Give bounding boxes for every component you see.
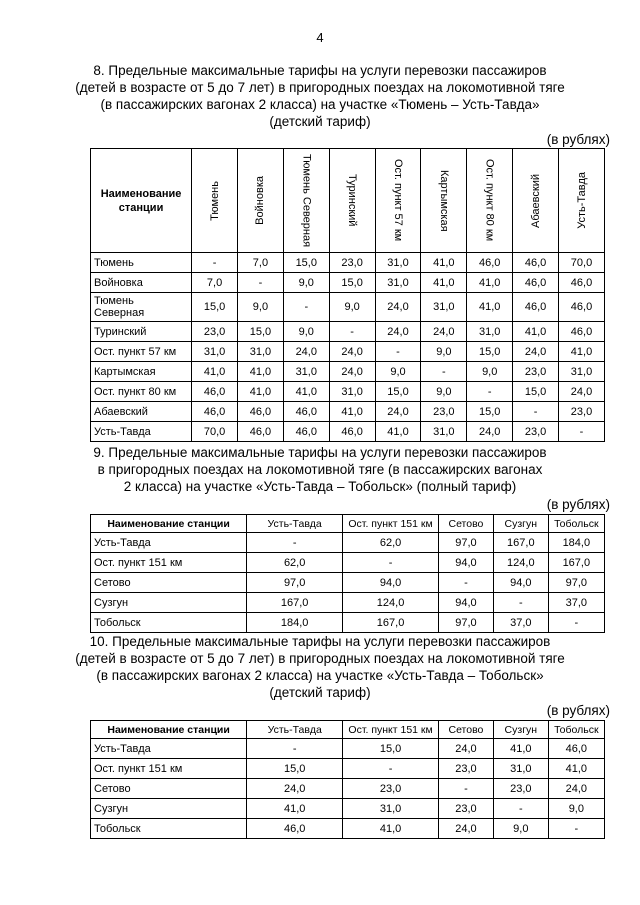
table-row [91, 382, 605, 402]
tariff-cell: 167,0 [548, 553, 604, 573]
section10-title [60, 633, 580, 701]
tariff-cell: 62,0 [247, 553, 343, 573]
tariff-cell: 24,0 [375, 322, 421, 342]
title-line: (в пассажирских вагонах 2 класса) на участке «Тюмень – Усть-Тавда» [100, 97, 540, 112]
tariff-cell: 167,0 [247, 593, 343, 613]
row-station-name: Сетово [91, 573, 247, 593]
tariff-cell: 46,0 [283, 422, 329, 442]
tariff-cell: 46,0 [467, 253, 513, 273]
tariff-cell: - [548, 613, 604, 633]
column-header: Тобольск [548, 721, 604, 739]
tariff-cell: 24,0 [438, 819, 493, 839]
tariff-cell: 31,0 [421, 293, 467, 322]
tariff-cell: 62,0 [343, 533, 439, 553]
tariff-cell: 31,0 [493, 759, 548, 779]
table-row [91, 739, 605, 759]
header-line: станции [118, 201, 164, 214]
row-station-name: Ост. пункт 151 км [91, 759, 247, 779]
row-station-name [91, 293, 192, 322]
column-header-label: Ост. пункт 80 км [483, 159, 496, 242]
row-station-name [91, 273, 192, 293]
table-row [91, 759, 605, 779]
tariff-cell: 31,0 [467, 322, 513, 342]
tariff-cell: 46,0 [559, 322, 605, 342]
tariff-cell: 41,0 [559, 342, 605, 362]
row-station-name [91, 342, 192, 362]
tariff-cell: - [375, 342, 421, 362]
table-row [91, 342, 605, 362]
column-header [513, 149, 559, 253]
tariff-cell: 41,0 [421, 253, 467, 273]
name-line: Ост. пункт 80 км [94, 385, 177, 398]
column-header-label: Усть-Тавда [575, 172, 588, 229]
tariff-cell: - [329, 322, 375, 342]
table-row [91, 613, 605, 633]
column-header [283, 149, 329, 253]
tariff-cell: 46,0 [283, 402, 329, 422]
title-line: 10. Предельные максимальные тарифы на услуги перевозки пассажиров [89, 634, 551, 649]
tariff-cell: 23,0 [438, 759, 493, 779]
column-header-label: Ост. пункт 57 км [391, 159, 404, 242]
tariff-cell: 24,0 [513, 342, 559, 362]
column-header [375, 149, 421, 253]
table-row [91, 322, 605, 342]
tariff-cell: 15,0 [467, 402, 513, 422]
column-header-label: Туринский [346, 174, 359, 227]
tariff-cell: 9,0 [421, 382, 467, 402]
table-row [91, 422, 605, 442]
tariff-cell: 46,0 [247, 819, 343, 839]
tariff-cell: 15,0 [283, 253, 329, 273]
tariff-cell: 46,0 [559, 273, 605, 293]
tariff-cell: 9,0 [548, 799, 604, 819]
tariff-cell: - [247, 533, 343, 553]
tariff-cell: 94,0 [493, 573, 548, 593]
table-row [91, 362, 605, 382]
tariff-cell: 24,0 [421, 322, 467, 342]
tariff-cell: 24,0 [375, 402, 421, 422]
column-header [559, 149, 605, 253]
name-line: Северная [94, 307, 145, 319]
tariff-cell: 24,0 [329, 362, 375, 382]
name-line: Абаевский [94, 405, 148, 418]
tariff-cell: 23,0 [513, 422, 559, 442]
title-line: 2 класса) на участке «Усть-Тавда – Тобольск» (полный тариф) [123, 479, 517, 494]
tariff-cell: 70,0 [192, 422, 238, 442]
row-station-name: Сузгун [91, 593, 247, 613]
tariff-cell: 97,0 [548, 573, 604, 593]
title-line: (детей в возрасте от 5 до 7 лет) в пригородных поездах на локомотивной тяге [75, 651, 565, 666]
tariff-cell: 9,0 [283, 322, 329, 342]
tariff-cell: 97,0 [438, 613, 493, 633]
row-station-name: Усть-Тавда [91, 739, 247, 759]
row-station-name: Тобольск [91, 613, 247, 633]
tariff-cell: 41,0 [467, 273, 513, 293]
tariff-cell: 15,0 [343, 739, 439, 759]
row-station-name [91, 253, 192, 273]
tariff-cell: - [559, 422, 605, 442]
column-header: Сузгун [493, 515, 548, 533]
row-station-name [91, 362, 192, 382]
tariff-cell: 46,0 [513, 293, 559, 322]
tariff-cell: 41,0 [375, 422, 421, 442]
tariff-cell: 9,0 [421, 342, 467, 362]
tariff-cell: 46,0 [237, 422, 283, 442]
column-header: Сетово [438, 515, 493, 533]
table-row [91, 819, 605, 839]
section9-title [60, 444, 580, 495]
tariff-cell: 15,0 [247, 759, 343, 779]
row-station-name [91, 422, 192, 442]
tariff-cell: 23,0 [343, 779, 439, 799]
table-row [91, 553, 605, 573]
row-station-name [91, 402, 192, 422]
tariff-cell: 46,0 [237, 402, 283, 422]
tariff-cell: 24,0 [548, 779, 604, 799]
tariff-cell: 31,0 [237, 342, 283, 362]
tariff-cell: 31,0 [343, 799, 439, 819]
column-header [467, 149, 513, 253]
tariff-cell: 94,0 [438, 593, 493, 613]
name-line: Тюмень [94, 295, 134, 307]
column-header-label: Картымская [437, 169, 450, 232]
tariff-cell: 24,0 [467, 422, 513, 442]
tariff-cell: 167,0 [343, 613, 439, 633]
tariff-cell: - [438, 779, 493, 799]
table-row [91, 253, 605, 273]
tariff-cell: 184,0 [548, 533, 604, 553]
station-name-header: Наименование станции [91, 515, 247, 533]
tariff-cell: 9,0 [375, 362, 421, 382]
title-line: (детский тариф) [269, 685, 371, 700]
name-line: Войновка [94, 276, 143, 289]
section9-unit: (в рублях) [546, 497, 610, 512]
tariff-cell: - [513, 402, 559, 422]
column-header [421, 149, 467, 253]
table-row [91, 779, 605, 799]
tariff-cell: 24,0 [283, 342, 329, 362]
column-header: Усть-Тавда [247, 515, 343, 533]
tariff-cell: - [548, 819, 604, 839]
name-line: Туринский [94, 325, 147, 338]
tariff-cell: 94,0 [343, 573, 439, 593]
tariff-cell: 37,0 [493, 613, 548, 633]
tariff-cell: 9,0 [283, 273, 329, 293]
row-station-name: Сузгун [91, 799, 247, 819]
row-station-name [91, 322, 192, 342]
tariff-cell: 24,0 [247, 779, 343, 799]
tariff-cell: 46,0 [513, 253, 559, 273]
tariff-cell: 31,0 [559, 362, 605, 382]
header-line: Наименование [100, 187, 182, 200]
column-header-label: Тюмень Северная [300, 153, 313, 248]
table-row [91, 402, 605, 422]
column-header-label: Войновка [254, 176, 267, 225]
section9-tariff-table [90, 514, 605, 633]
tariff-cell: 24,0 [329, 342, 375, 362]
tariff-cell: 15,0 [375, 382, 421, 402]
tariff-cell: 41,0 [343, 819, 439, 839]
tariff-cell: - [421, 362, 467, 382]
tariff-cell: 31,0 [375, 253, 421, 273]
page-number: 4 [316, 30, 324, 45]
tariff-cell: 9,0 [329, 293, 375, 322]
tariff-cell: - [237, 273, 283, 293]
tariff-cell: 97,0 [438, 533, 493, 553]
table-row [91, 799, 605, 819]
title-line: 8. Предельные максимальные тарифы на услуги перевозки пассажиров [93, 63, 547, 78]
tariff-cell: 41,0 [329, 402, 375, 422]
tariff-cell: 97,0 [247, 573, 343, 593]
tariff-cell: 9,0 [493, 819, 548, 839]
tariff-cell: 41,0 [548, 759, 604, 779]
name-line: Тюмень [94, 256, 134, 269]
row-station-name: Усть-Тавда [91, 533, 247, 553]
column-header [192, 149, 238, 253]
tariff-cell: 124,0 [493, 553, 548, 573]
tariff-cell: 9,0 [467, 362, 513, 382]
tariff-cell: 37,0 [548, 593, 604, 613]
column-header [237, 149, 283, 253]
row-station-name [91, 382, 192, 402]
tariff-cell: 70,0 [559, 253, 605, 273]
row-station-name: Тобольск [91, 819, 247, 839]
table-row [91, 293, 605, 322]
tariff-cell: - [493, 593, 548, 613]
column-header: Ост. пункт 151 км [343, 721, 439, 739]
tariff-cell: 46,0 [192, 402, 238, 422]
tariff-cell: 23,0 [559, 402, 605, 422]
row-station-name: Ост. пункт 151 км [91, 553, 247, 573]
section8-unit: (в рублях) [546, 132, 610, 147]
title-line: в пригородных поездах на локомотивной тяге (в пассажирских вагонах [97, 462, 543, 477]
table-row [91, 593, 605, 613]
tariff-cell: 46,0 [513, 273, 559, 293]
name-line: Картымская [94, 365, 156, 378]
tariff-cell: 41,0 [237, 362, 283, 382]
station-name-header: Наименование станции [91, 721, 247, 739]
tariff-cell: 24,0 [375, 293, 421, 322]
section10-unit: (в рублях) [546, 703, 610, 718]
title-line: (детский тариф) [269, 114, 371, 129]
tariff-cell: 46,0 [559, 293, 605, 322]
name-line: Усть-Тавда [94, 425, 151, 438]
title-line: (в пассажирских вагонах 2 класса) на участке «Усть-Тавда – Тобольск» [96, 668, 544, 683]
tariff-cell: 41,0 [513, 322, 559, 342]
tariff-cell: 31,0 [421, 422, 467, 442]
column-header [329, 149, 375, 253]
tariff-cell: 124,0 [343, 593, 439, 613]
tariff-cell: 31,0 [375, 273, 421, 293]
tariff-cell: 41,0 [237, 382, 283, 402]
tariff-cell: 31,0 [329, 382, 375, 402]
tariff-cell: 23,0 [329, 253, 375, 273]
tariff-cell: 23,0 [192, 322, 238, 342]
column-header-label: Абаевский [529, 173, 542, 228]
tariff-cell: - [192, 253, 238, 273]
tariff-cell: 7,0 [237, 253, 283, 273]
tariff-cell: 41,0 [192, 362, 238, 382]
table-row [91, 533, 605, 553]
tariff-cell: - [467, 382, 513, 402]
column-header: Сузгун [493, 721, 548, 739]
column-header: Сетово [438, 721, 493, 739]
section8-tariff-table [90, 148, 605, 442]
tariff-cell: 184,0 [247, 613, 343, 633]
tariff-cell: 46,0 [548, 739, 604, 759]
tariff-cell: 94,0 [438, 553, 493, 573]
tariff-cell: 23,0 [438, 799, 493, 819]
tariff-cell: - [283, 293, 329, 322]
station-name-header [91, 149, 192, 253]
tariff-cell: 41,0 [283, 382, 329, 402]
tariff-cell: 41,0 [247, 799, 343, 819]
column-header: Ост. пункт 151 км [343, 515, 439, 533]
section8-title [60, 62, 580, 130]
tariff-cell: 24,0 [559, 382, 605, 402]
column-header-label: Тюмень [208, 180, 221, 221]
tariff-cell: - [343, 553, 439, 573]
tariff-cell: 46,0 [192, 382, 238, 402]
tariff-cell: 23,0 [421, 402, 467, 422]
tariff-cell: 46,0 [329, 422, 375, 442]
column-header: Тобольск [548, 515, 604, 533]
tariff-cell: - [343, 759, 439, 779]
tariff-cell: 15,0 [467, 342, 513, 362]
title-line: (детей в возрасте от 5 до 7 лет) в пригородных поездах на локомотивной тяге [75, 80, 565, 95]
tariff-cell: 41,0 [421, 273, 467, 293]
tariff-cell: 23,0 [513, 362, 559, 382]
tariff-cell: 23,0 [493, 779, 548, 799]
table-row [91, 573, 605, 593]
tariff-cell: 9,0 [237, 293, 283, 322]
row-station-name: Сетово [91, 779, 247, 799]
tariff-cell: 24,0 [438, 739, 493, 759]
tariff-cell: 15,0 [513, 382, 559, 402]
tariff-cell: 41,0 [467, 293, 513, 322]
tariff-cell: 31,0 [192, 342, 238, 362]
tariff-cell: 31,0 [283, 362, 329, 382]
tariff-cell: - [438, 573, 493, 593]
section10-tariff-table [90, 720, 605, 839]
tariff-cell: - [247, 739, 343, 759]
tariff-cell: 7,0 [192, 273, 238, 293]
tariff-cell: 15,0 [192, 293, 238, 322]
tariff-cell: 15,0 [237, 322, 283, 342]
column-header: Усть-Тавда [247, 721, 343, 739]
name-line: Ост. пункт 57 км [94, 345, 177, 358]
tariff-cell: 167,0 [493, 533, 548, 553]
tariff-cell: - [493, 799, 548, 819]
table-row [91, 273, 605, 293]
title-line: 9. Предельные максимальные тарифы на услуги перевозки пассажиров [93, 445, 547, 460]
tariff-cell: 41,0 [493, 739, 548, 759]
tariff-cell: 15,0 [329, 273, 375, 293]
